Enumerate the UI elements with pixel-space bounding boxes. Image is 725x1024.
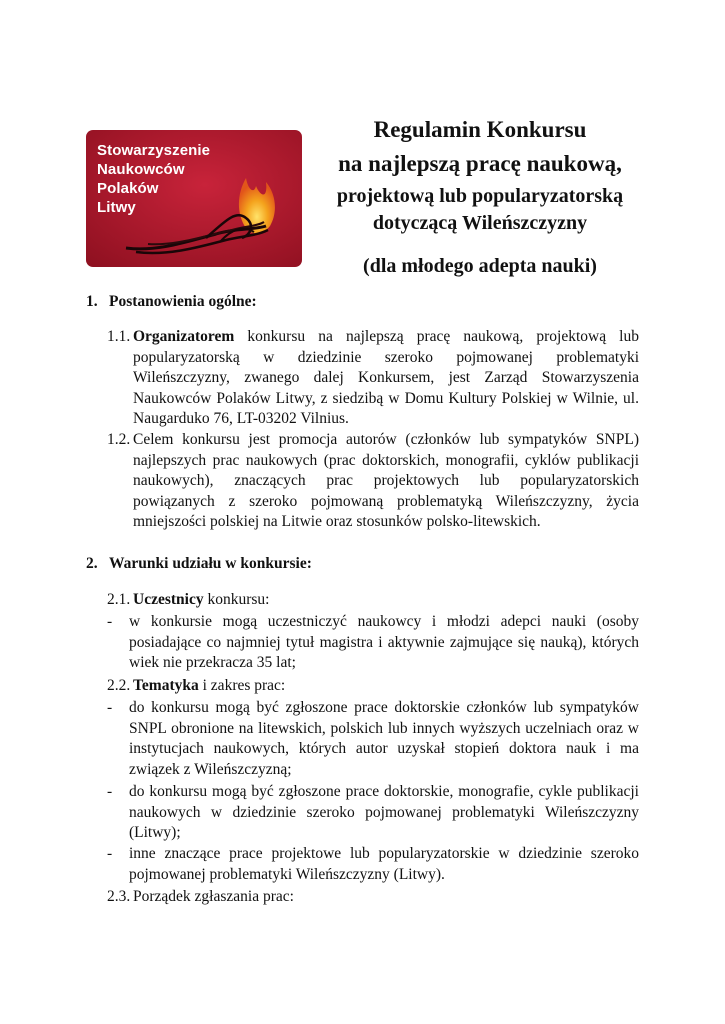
section-title: Postanowienia ogólne: xyxy=(109,293,257,310)
logo-line-2: Naukowców xyxy=(97,161,185,178)
clause-body xyxy=(133,327,639,430)
list-item-participants xyxy=(107,612,639,674)
list-item-text: do konkursu mogą być zgłoszone prace doktorskie członków lub sympatyków SNPL obronione na litewskich, polskich lub innych wyższych uczelniach oraz w instytucjach naukowych, których autor uzyskał stopień doktora nauk i ma związek z Wileńszczyzną; xyxy=(129,699,639,778)
logo-text xyxy=(97,141,210,217)
clause-label: 1.1. xyxy=(107,328,131,345)
clause-1-1 xyxy=(107,327,639,430)
section-title: Warunki udziału w konkursie: xyxy=(109,555,312,572)
clause-body xyxy=(133,676,639,697)
section-heading-1 xyxy=(86,293,257,311)
list-item-text: do konkursu mogą być zgłoszone prace doktorskie, monografie, cykle publikacji naukowych w dziedzinie szeroko pojmowanej problematyki Wileńszczyzny (Litwy); xyxy=(129,783,639,841)
document-title-line-2: na najlepszą pracę naukową, xyxy=(338,151,622,176)
clause-label: 2.2. xyxy=(107,677,131,694)
document-subtitle: (dla młodego adepta nauki) xyxy=(363,255,597,277)
list-item-monographs xyxy=(107,782,639,844)
clause-text: konkursu: xyxy=(203,591,270,608)
clause-bold-term: Organizatorem xyxy=(133,328,235,345)
clause-body xyxy=(133,590,639,611)
logo-line-4: Litwy xyxy=(97,199,136,216)
document-title-line-1: Regulamin Konkursu xyxy=(373,117,587,142)
section-heading-2 xyxy=(86,555,312,573)
dash-marker: - xyxy=(107,613,113,630)
clause-label: 2.1. xyxy=(107,591,131,608)
list-item-doctoral-theses xyxy=(107,698,639,780)
document-title-line-4: dotyczącą Wileńszczyzny xyxy=(372,212,588,234)
list-item-projects xyxy=(107,844,639,885)
section-number: 1. xyxy=(86,293,98,310)
clause-1-2 xyxy=(107,430,639,533)
section-number: 2. xyxy=(86,555,98,572)
logo-line-3: Polaków xyxy=(97,180,159,197)
clause-text: i zakres prac: xyxy=(198,677,286,694)
clause-bold-term: Tematyka xyxy=(133,677,199,694)
logo-line-1: Stowarzyszenie xyxy=(97,142,211,159)
clause-body: Porządek zgłaszania prac: xyxy=(133,888,294,905)
organization-logo xyxy=(86,130,302,267)
list-item-text: w konkursie mogą uczestniczyć naukowcy i młodzi adepci nauki (osoby posiadające co najmniej tytuł magistra i aktywnie zajmujące się nauką), których wiek nie przekracza 35 lat; xyxy=(129,613,639,671)
clause-label: 2.3. xyxy=(107,888,131,905)
clause-2-1 xyxy=(107,590,639,611)
dash-marker: - xyxy=(107,699,113,716)
clause-2-2 xyxy=(107,676,639,697)
document-title-line-3: projektową lub popularyzatorską xyxy=(336,185,624,207)
clause-bold-term: Uczestnicy xyxy=(133,591,204,608)
dash-marker: - xyxy=(107,845,113,862)
clause-2-3 xyxy=(107,887,639,908)
dash-marker: - xyxy=(107,783,113,800)
list-item-text: inne znaczące prace projektowe lub popularyzatorskie w dziedzinie szeroko pojmowanej problematyki Wileńszczyzny (Litwy). xyxy=(129,845,639,883)
clause-label: 1.2. xyxy=(107,431,131,448)
clause-body: Celem konkursu jest promocja autorów (członków lub sympatyków SNPL) najlepszych prac naukowych (prac doktorskich, monografii, cyklów publikacji naukowych), znaczących prac projektowych lub popularyzatorskich powiązanych z szeroko pojmowaną problematyką Wileńszczyzny, życia mniejszości polskiej na Litwie oraz stosunków polsko-litewskich. xyxy=(133,431,639,530)
clause-text: konkursu na najlepszą pracę naukową, projektową lub popularyzatorską w dziedzinie szeroko pojmowanej problematyki Wileńszczyzny, zwanego dalej Konkursem, jest Zarząd Stowarzyszenia Naukowców Polaków Litwy, z siedzibą w Domu Kultury Polskiej w Wilnie, ul. Naugarduko 76, LT-03202 Vilnius. xyxy=(133,328,639,427)
